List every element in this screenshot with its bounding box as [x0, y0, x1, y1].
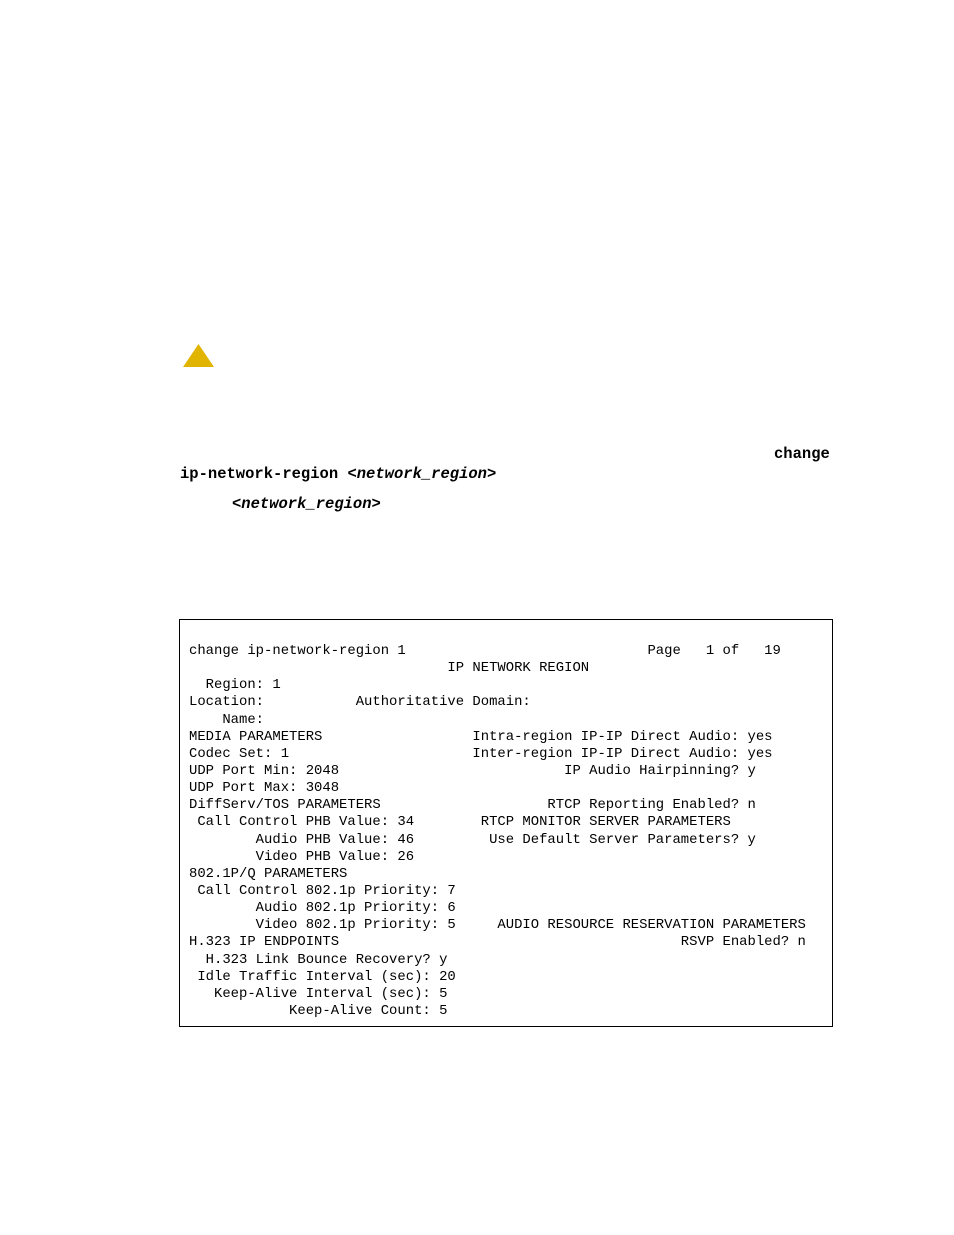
screen-line: Idle Traffic Interval (sec): 20 — [189, 968, 456, 985]
screen-line: Location: Authoritative Domain: — [189, 694, 531, 711]
warning-triangle-icon — [183, 344, 214, 367]
screen-line: Keep-Alive Count: 5 — [189, 1002, 448, 1019]
screen-line: Region: 1 — [189, 677, 281, 694]
screen-line: UDP Port Min: 2048 IP Audio Hairpinning? y — [189, 762, 756, 779]
screen-line: Video 802.1p Priority: 5 AUDIO RESOURCE RESERVATION PARAMETERS — [189, 917, 806, 934]
screen-line: Name: — [189, 711, 265, 728]
screen-line: Keep-Alive Interval (sec): 5 — [189, 985, 448, 1002]
screen-line: DiffServ/TOS PARAMETERS RTCP Reporting Enabled? n — [189, 797, 756, 814]
screen-line: Call Control 802.1p Priority: 7 — [189, 882, 456, 899]
parameter-term-text: <network_region> — [232, 495, 381, 513]
screen-line: change ip-network-region 1 Page 1 of 19 — [189, 643, 781, 659]
screen-line: H.323 Link Bounce Recovery? y — [189, 951, 448, 968]
screen-line: 802.1P/Q PARAMETERS — [189, 865, 348, 882]
screen-line: Call Control PHB Value: 34 RTCP MONITOR SERVER PARAMETERS — [189, 814, 731, 831]
screen-line: H.323 IP ENDPOINTS RSVP Enabled? n — [189, 934, 806, 951]
command-verb: change — [774, 445, 830, 463]
command-name: ip-network-region — [180, 465, 339, 483]
screen-line: UDP Port Max: 3048 — [189, 780, 340, 797]
screen-line: Audio 802.1p Priority: 6 — [189, 900, 456, 917]
command-param: <network_region> — [347, 465, 497, 483]
screen-line: Audio PHB Value: 46 Use Default Server Parameters? y — [189, 831, 756, 848]
command-line — [180, 464, 496, 484]
screen-line: IP NETWORK REGION — [189, 660, 590, 677]
screen-line: Video PHB Value: 26 — [189, 848, 415, 865]
terminal-screen — [179, 619, 833, 1027]
screen-text — [189, 643, 806, 1020]
screen-line: Codec Set: 1 Inter-region IP-IP Direct Audio: yes — [189, 745, 773, 762]
screen-line: MEDIA PARAMETERS Intra-region IP-IP Direct Audio: yes — [189, 728, 773, 745]
parameter-term — [232, 494, 381, 514]
